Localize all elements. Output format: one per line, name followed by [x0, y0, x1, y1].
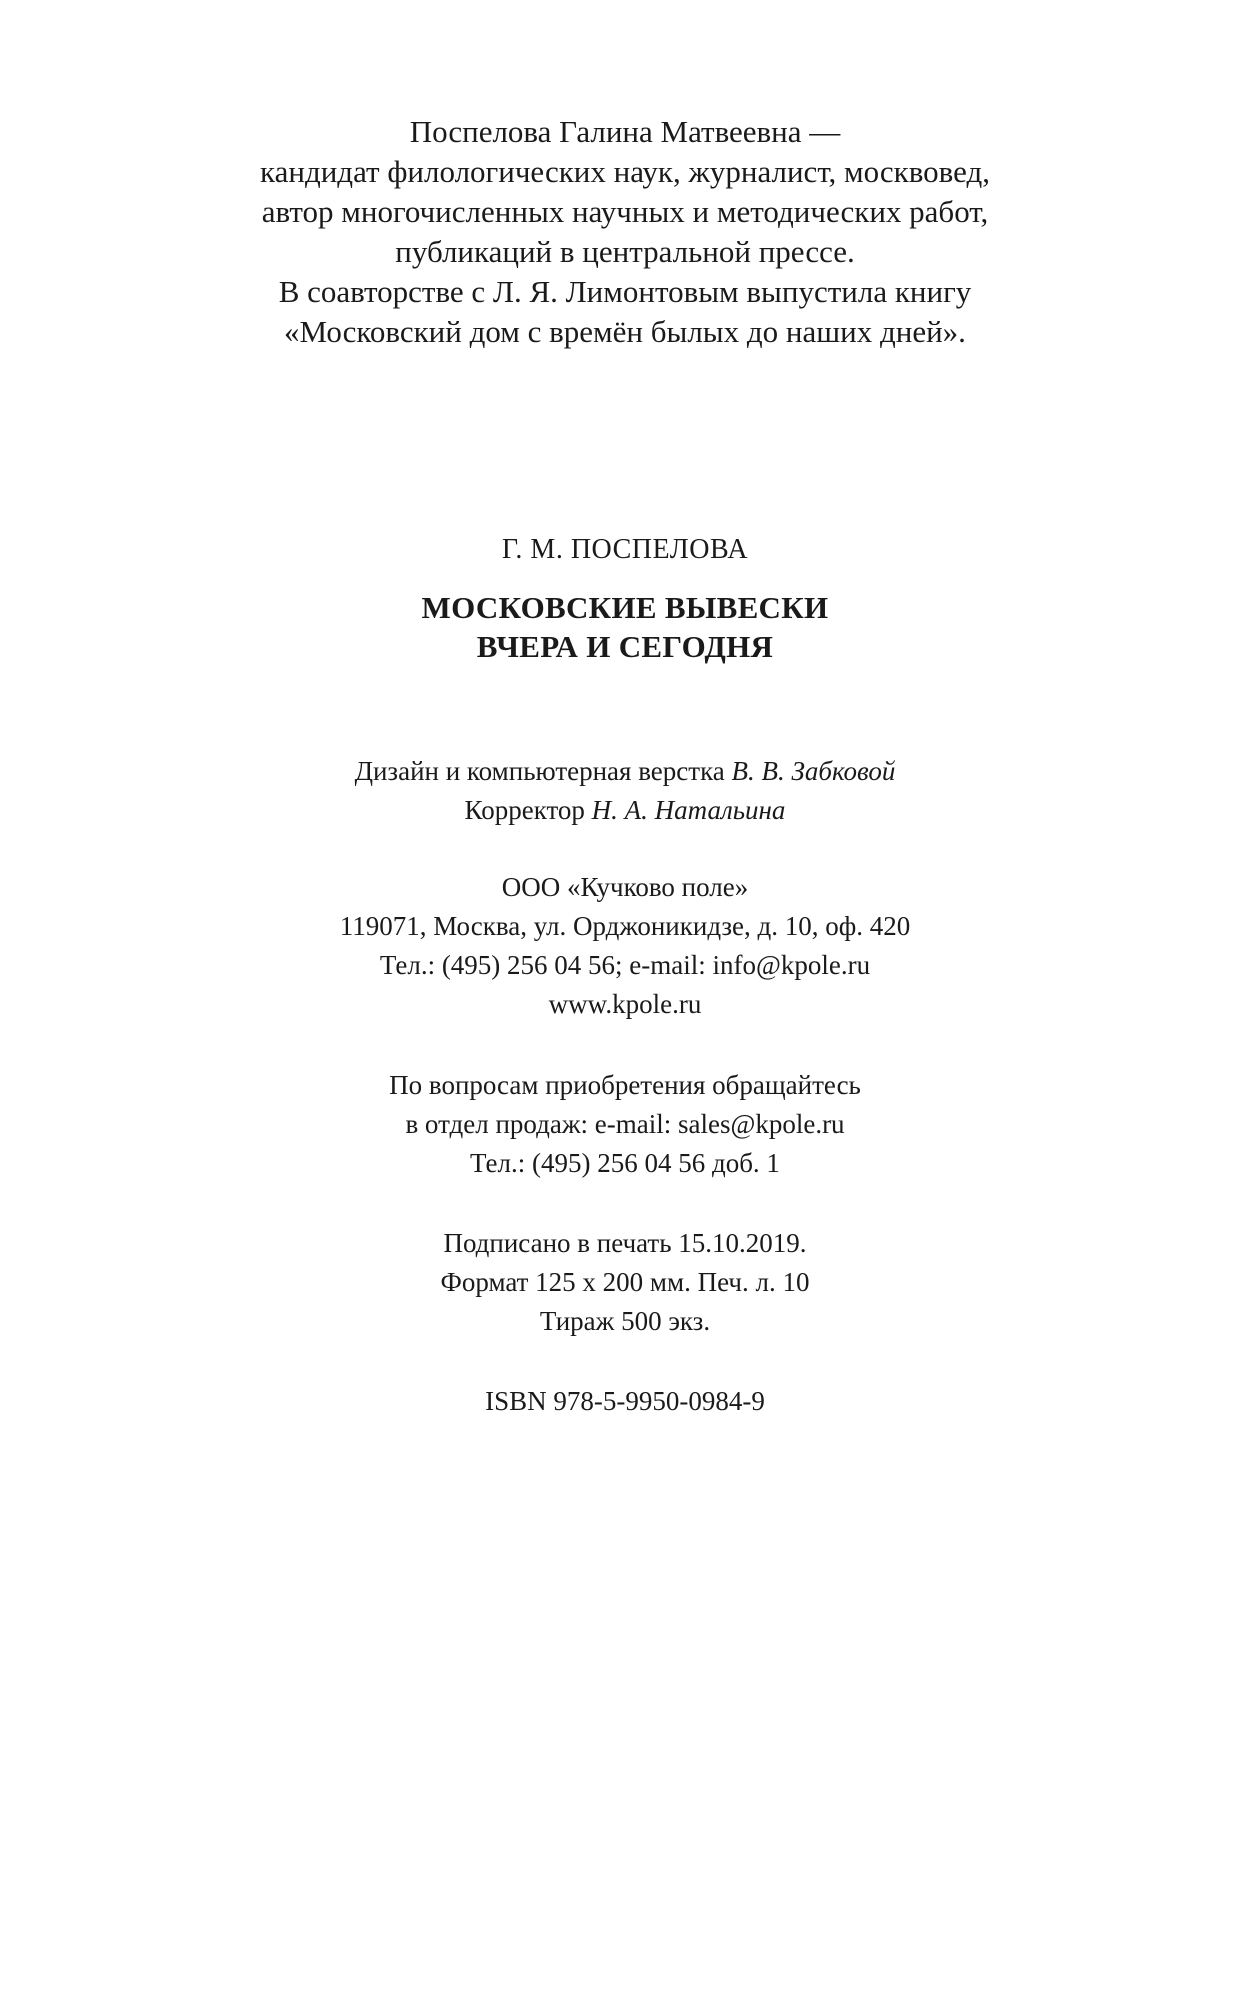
print-run: Тираж 500 экз.	[539, 1306, 711, 1336]
book-title-line-1: МОСКОВСКИЕ ВЫВЕСКИ	[421, 590, 829, 625]
sales-line-1: По вопросам приобретения обращайтесь	[389, 1070, 861, 1100]
book-title	[0, 588, 1250, 666]
design-credit-label: Дизайн и компьютерная верстка	[354, 756, 725, 786]
isbn-text: ISBN 978-5-9950-0984-9	[485, 1386, 765, 1416]
publisher-info	[0, 868, 1250, 1024]
bio-line: автор многочисленных научных и методических работ,	[261, 194, 989, 229]
isbn	[0, 1382, 1250, 1421]
design-credit-name: В. В. Забковой	[731, 756, 896, 786]
publisher-name: ООО «Кучково поле»	[501, 872, 749, 902]
corrector-credit	[0, 791, 1250, 830]
bio-line: публикаций в центральной прессе.	[395, 234, 855, 269]
bio-line: кандидат филологических наук, журналист, москвовед,	[260, 154, 990, 189]
publisher-address: 119071, Москва, ул. Орджоникидзе, д. 10, оф. 420	[339, 911, 911, 941]
sales-info	[0, 1066, 1250, 1183]
print-signed: Подписано в печать 15.10.2019.	[443, 1228, 807, 1258]
bio-line: Поспелова Галина Матвеевна —	[409, 114, 841, 149]
print-info	[0, 1224, 1250, 1341]
print-format: Формат 125 х 200 мм. Печ. л. 10	[440, 1267, 810, 1297]
corrector-credit-label: Корректор	[464, 795, 585, 825]
credits	[0, 752, 1250, 830]
bio-line: «Московский дом с времён былых до наших дней».	[284, 314, 966, 349]
sales-line-2: в отдел продаж: e-mail: sales@kpole.ru	[405, 1109, 845, 1139]
author-name	[0, 532, 1250, 568]
bio-line: В соавторстве с Л. Я. Лимонтовым выпустила книгу	[278, 274, 972, 309]
corrector-credit-name: Н. А. Натальина	[591, 795, 786, 825]
publisher-website: www.kpole.ru	[548, 989, 702, 1019]
author-bio	[0, 112, 1250, 352]
book-title-line-2: ВЧЕРА И СЕГОДНЯ	[476, 629, 774, 664]
design-credit	[0, 752, 1250, 791]
publisher-contacts: Тел.: (495) 256 04 56; e-mail: info@kpole.ru	[379, 950, 871, 980]
sales-line-3: Тел.: (495) 256 04 56 доб. 1	[470, 1148, 780, 1178]
author-name-text: Г. М. ПОСПЕЛОВА	[501, 534, 749, 565]
